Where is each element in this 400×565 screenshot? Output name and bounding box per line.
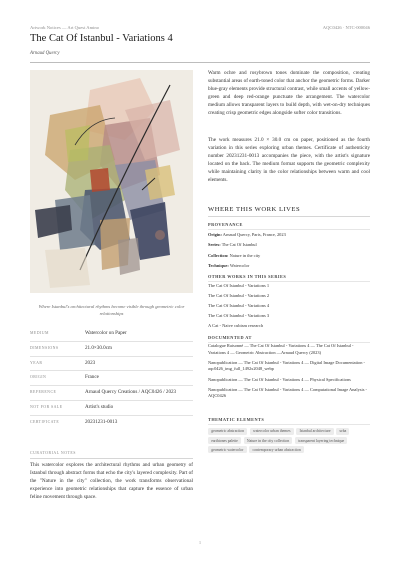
documentation-link[interactable]: Nanopublication — The Cat Of Istanbul - Variations 4 — Physical Specifications [208, 376, 351, 382]
artwork-caption: Where Istanbul's architectural rhythms become visible through geometric color relationships [38, 304, 185, 316]
curatorial-heading: CURATORIAL NOTES [30, 451, 76, 455]
meta-key: NOT FOR SALE [30, 404, 63, 409]
other-work-link[interactable]: The Cat Of Istanbul - Variations 1 [208, 283, 270, 288]
meta-value: 20231231-0013 [85, 418, 118, 425]
description-paragraph-2: The work measures 21.0 × 30.0 cm on paper, positioned as the fourth variation in this series exploring urban themes. Certificate of authenticity number 20231231-0013 accompanies the piece, with the artist's signature located on the back. The medium format supports the geometric complexity while maintaining clarity in the color relationships between warm and cool elements. [208, 137, 370, 184]
description-paragraph-1: Warm ochre and rosybrown tones dominate the composition, creating substantial areas of earth-toned color that anchor the geometric forms. Darker blue-gray elements provide structural contrast, while small accents of yellow-green and deep red-orange punctuate the arrangement. The watercolor medium allows transparent layers to build depth, with wet-on-dry techniques creating crisp geometric edges alongside softer color transitions. [208, 70, 370, 117]
meta-value: Watercolor on Paper [85, 330, 127, 337]
metadata-table [30, 327, 193, 429]
documentation-link[interactable]: Catalogue Raisonné — The Cat Of Istanbul - Variations 4 — The Cat Of Istanbul - Variations 4 — Geometric Abstraction —Arnaud Quercy (2023) [208, 343, 354, 355]
other-work-link[interactable]: A Cat - Naive cubism research [208, 323, 264, 328]
meta-value: 21.0×30.0cm [85, 344, 112, 351]
meta-key: MEDIUM [30, 331, 49, 336]
page-title: The Cat Of Istanbul - Variations 4 [30, 33, 173, 44]
meta-row-sale-status [30, 400, 193, 415]
meta-value: Artist's studio [85, 403, 114, 410]
other-work-link[interactable]: The Cat Of Istanbul - Variations 3 [208, 313, 270, 318]
tag[interactable]: Nature in the city collection [244, 437, 293, 444]
other-works-list [208, 283, 370, 333]
thematic-heading: THEMATIC ELEMENTS [208, 417, 265, 422]
tag[interactable]: Istanbul architecture [296, 428, 333, 435]
site-name: Artwork Notices — Art Quest Amino [30, 25, 100, 30]
documented-heading: DOCUMENTED AT [208, 335, 252, 340]
meta-row-medium [30, 327, 193, 341]
tag-list [208, 428, 370, 453]
meta-row-reference [30, 385, 193, 400]
provenance-heading: PROVENANCE [208, 222, 243, 227]
section-title-lives: WHERE THIS WORK LIVES [208, 206, 301, 213]
artwork-image [30, 70, 193, 293]
meta-row-origin [30, 370, 193, 385]
tag[interactable]: urba [336, 428, 349, 435]
tag[interactable]: contemporary urban abstraction [249, 446, 304, 453]
curatorial-text: This watercolor explores the architectural rhythms and urban geometry of Istanbul through abstract forms that echo the city's layered complexity. Part of the "Nature in the city" collection, the work transforms observational experience into geometric relationships that capture the essence of urban feline movement through space. [30, 462, 193, 500]
thematic-divider [208, 424, 370, 425]
meta-row-year [30, 356, 193, 371]
artist-name: Arnaud Quercy [30, 51, 60, 56]
provenance-collection: Collection: Nature in the city [208, 252, 261, 258]
curatorial-divider [30, 458, 193, 459]
header-divider [30, 62, 370, 63]
tag[interactable]: earthtones palette [208, 437, 241, 444]
tag[interactable]: geometric abstraction [208, 428, 247, 435]
meta-value: France [85, 374, 99, 381]
meta-row-dimensions [30, 341, 193, 356]
artwork-painting [30, 70, 193, 293]
meta-key: ORIGIN [30, 375, 47, 380]
meta-key: REFERENCE [30, 390, 57, 395]
tag[interactable]: watercolor urban themes [250, 428, 294, 435]
provenance-series: Series: The Cat Of Istanbul [208, 242, 257, 248]
tag[interactable]: transparent layering technique [295, 437, 347, 444]
provenance-origin: Origin: Arnaud Quercy, Paris, France, 2023 [208, 232, 286, 237]
meta-key: DIMENSIONS [30, 345, 59, 350]
meta-key: YEAR [30, 360, 43, 365]
other-works-divider [208, 281, 370, 282]
other-work-link[interactable]: The Cat Of Istanbul - Variations 2 [208, 293, 270, 298]
documentation-link[interactable]: Nanopublication — The Cat Of Istanbul - Variations 4 — Computational Image Analysis - AQC0426 [208, 386, 367, 399]
reference-code: AQC0426 · NTC-000046 [322, 25, 370, 30]
meta-row-certificate [30, 415, 193, 430]
meta-value: 2023 [85, 359, 96, 366]
section-divider [208, 216, 370, 217]
tag[interactable]: geometric watercolor [208, 446, 247, 453]
provenance-technique: Technique: Watercolor [208, 263, 250, 269]
other-works-heading: OTHER WORKS IN THIS SERIES [208, 274, 287, 279]
provenance-divider [208, 229, 370, 230]
documented-list [208, 343, 370, 403]
meta-value: Arnaud Quercy Creations / AQC0426 / 2023 [85, 389, 177, 396]
provenance-list [208, 232, 370, 274]
other-work-link[interactable]: The Cat Of Istanbul - Variations 4 [208, 303, 270, 308]
documentation-link[interactable]: Nanopublication — The Cat Of Istanbul - Variations 4 — Digital Image Documentation - aqc0426_img_full_1492x2048_webp [208, 359, 366, 372]
page-number: 1 [198, 540, 202, 545]
meta-key: CERTIFICATE [30, 419, 60, 424]
